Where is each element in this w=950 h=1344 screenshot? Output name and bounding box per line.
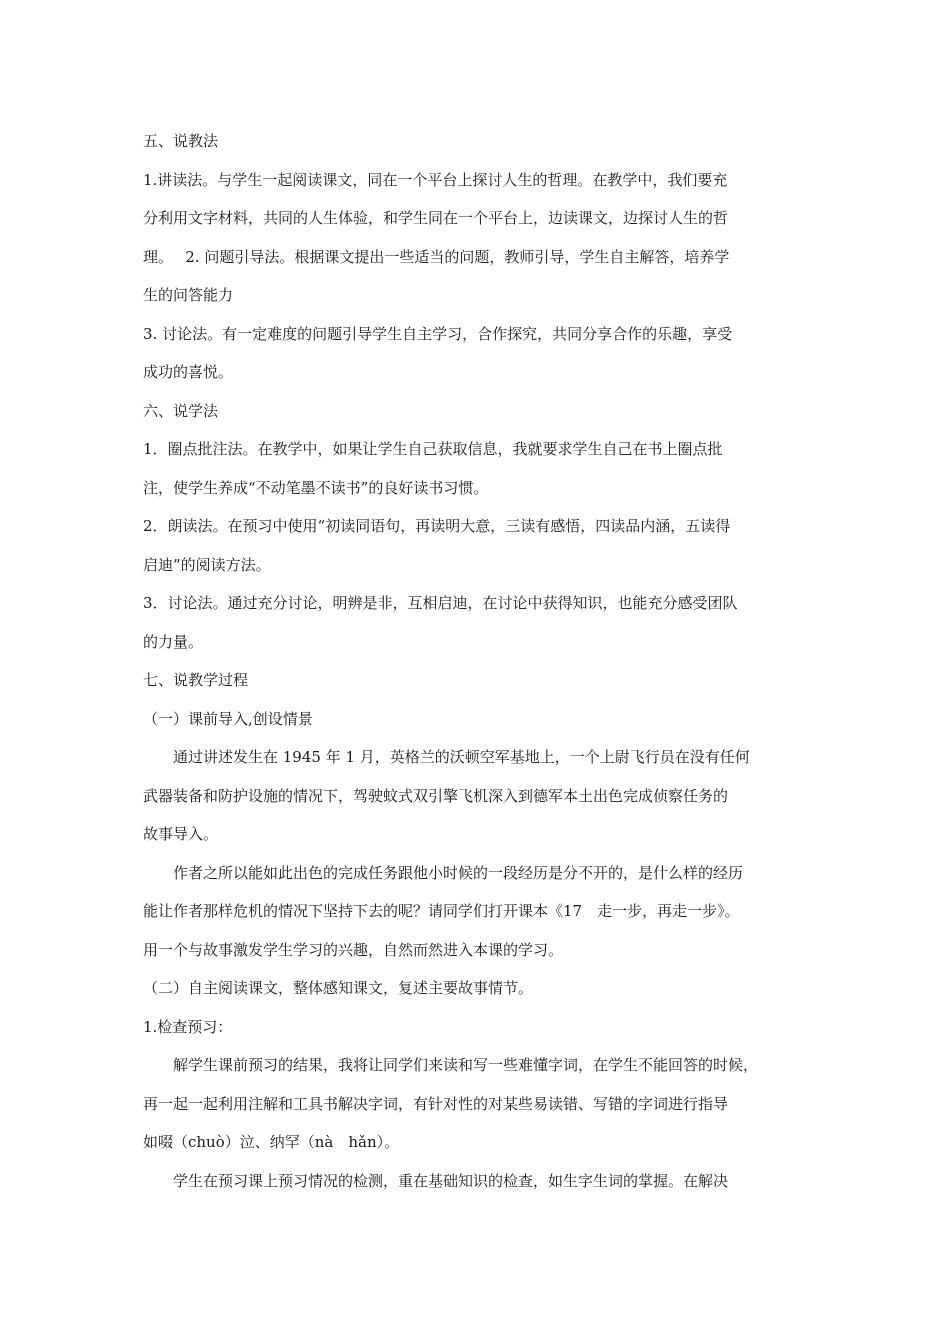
paragraph-line: 如啜（chuò）泣、纳罕（nà hǎn）。	[143, 1133, 400, 1151]
document-body	[143, 122, 808, 1200]
paragraph-line: 解学生课前预习的结果，我将让同学们来读和写一些难懂字词，在学生不能回答的时候，	[173, 1056, 759, 1074]
paragraph-line: 注，使学生养成“不动笔墨不读书”的良好读书习惯。	[143, 478, 489, 497]
paragraph-line: 能让作者那样危机的情况下坚持下去的呢？请同学们打开课本《17 走一步，再走一步》。	[143, 902, 740, 920]
paragraph-line: 通过讲述发生在 1945 年 1 月，英格兰的沃顿空军基地上，一个上尉飞行员在没有任何	[173, 748, 750, 766]
paragraph-line: 再一起一起利用注解和工具书解决字词，有针对性的对某些易读错、写错的字词进行指导	[143, 1094, 729, 1113]
subsection-heading: （二）自主阅读课文，整体感知课文，复述主要故事情节。	[143, 979, 534, 997]
paragraph-line: 1．圈点批注法。在教学中，如果让学生自己获取信息，我就要求学生自己在书上圈点批	[143, 440, 723, 458]
section-heading-learning-methods: 六、说学法	[143, 401, 219, 420]
paragraph-line: 作者之所以能如此出色的完成任务跟他小时候的一段经历是分不开的，是什么样的经历	[173, 863, 744, 882]
paragraph-line: 生的问答能力	[143, 286, 234, 304]
paragraph-line: 3．讨论法。通过充分讨论，明辨是非，互相启迪，在讨论中获得知识，也能充分感受团队	[143, 594, 738, 612]
paragraph-line: 故事导入。	[143, 825, 219, 843]
paragraph-line: 3. 讨论法。有一定难度的问题引导学生自主学习，合作探究，共同分享合作的乐趣，享受	[143, 324, 733, 343]
paragraph-line: 的力量。	[143, 632, 204, 651]
subsection-heading: （一）课前导入,创设情景	[143, 709, 313, 728]
paragraph-line: 用一个与故事激发学生学习的兴趣，自然而然进入本课的学习。	[143, 940, 564, 959]
paragraph-line: 分利用文字材料，共同的人生体验，和学生同在一个平台上，边读课文，边探讨人生的哲	[143, 209, 729, 227]
section-heading-teaching-process: 七、说教学过程	[143, 671, 249, 689]
paragraph-line: 学生在预习课上预习情况的检测，重在基础知识的检查，如生字生词的掌握。在解决	[173, 1171, 729, 1190]
paragraph-line: 1.讲读法。与学生一起阅读课文，同在一个平台上探讨人生的哲理。在教学中，我们要充	[143, 170, 728, 189]
paragraph-line: 成功的喜悦。	[143, 363, 234, 381]
paragraph-line: 武器装备和防护设施的情况下，驾驶蚊式双引擎飞机深入到德军本土出色完成侦察任务的	[143, 786, 729, 805]
paragraph-line: 1.检查预习：	[143, 1017, 233, 1036]
section-heading-teaching-methods: 五、说教法	[143, 132, 219, 150]
paragraph-line: 理。 2. 问题引导法。根据课文提出一些适当的问题，教师引导，学生自主解答，培养学	[143, 247, 730, 266]
paragraph-line: 启迪”的阅读方法。	[143, 555, 271, 574]
paragraph-line: 2．朗读法。在预习中使用“初读同语句，再读明大意，三读有感悟，四读品内涵，五读得	[143, 517, 731, 535]
